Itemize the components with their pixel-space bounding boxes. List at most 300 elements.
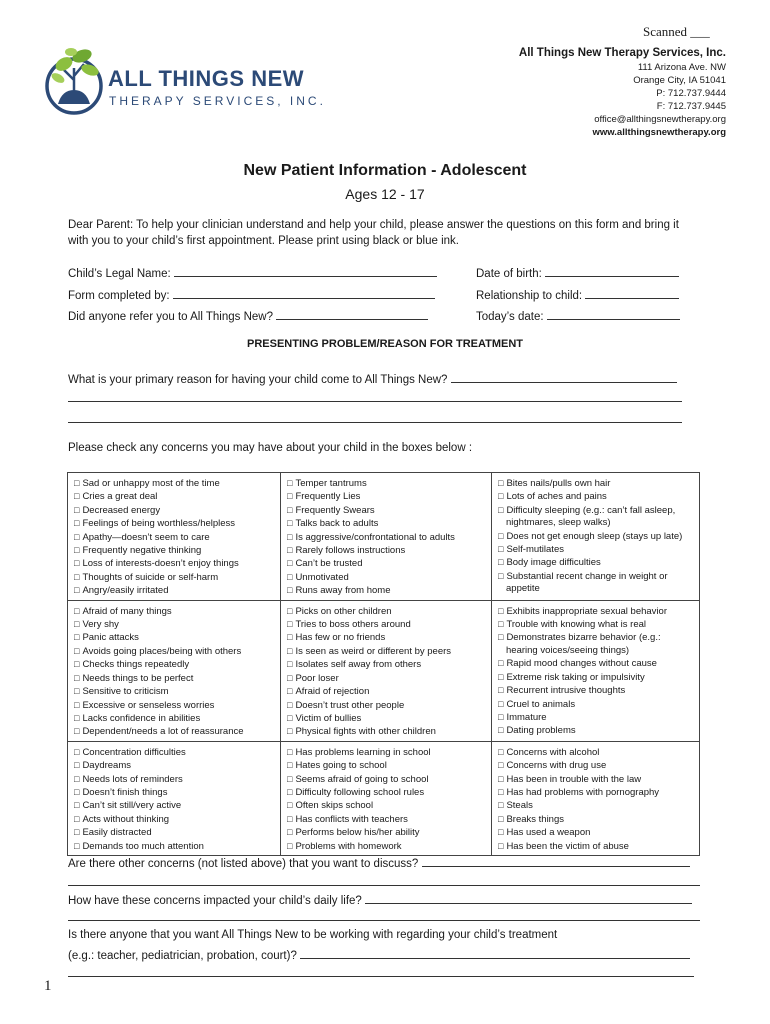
concerns-cell bbox=[68, 473, 281, 601]
completed-by-row bbox=[68, 288, 435, 302]
concern-checkbox-item[interactable] bbox=[498, 490, 693, 503]
concern-label: Has problems learning in school bbox=[295, 746, 431, 758]
checkbox-icon[interactable]: □ bbox=[498, 773, 504, 784]
concern-checkbox-item[interactable] bbox=[498, 773, 693, 786]
concern-checkbox-item[interactable] bbox=[74, 504, 274, 517]
checkbox-icon[interactable]: □ bbox=[287, 491, 293, 502]
checkbox-icon[interactable]: □ bbox=[498, 671, 504, 682]
checkbox-icon[interactable]: □ bbox=[74, 518, 80, 529]
completed-by-field[interactable] bbox=[173, 288, 435, 299]
checkbox-icon[interactable]: □ bbox=[74, 619, 80, 630]
concern-checkbox-item[interactable] bbox=[498, 799, 693, 812]
concern-checkbox-item[interactable] bbox=[74, 826, 274, 839]
checkbox-icon[interactable]: □ bbox=[498, 760, 504, 771]
concern-checkbox-item[interactable] bbox=[287, 631, 485, 644]
concern-label: Often skips school bbox=[295, 800, 374, 812]
concern-label: Has few or no friends bbox=[295, 632, 386, 644]
concern-label: Bites nails/pulls own hair bbox=[506, 478, 611, 489]
checkbox-icon[interactable]: □ bbox=[74, 605, 80, 616]
checkbox-icon[interactable]: □ bbox=[498, 632, 504, 643]
concern-checkbox-item[interactable] bbox=[287, 840, 485, 853]
concern-label: Difficulty sleeping (e.g.: can’t fall asleep, nightmares, sleep walks) bbox=[506, 504, 676, 529]
concern-label: Talks back to adults bbox=[295, 518, 379, 530]
impact-field[interactable] bbox=[365, 893, 692, 904]
concern-label: Loss of interests-doesn’t enjoy things bbox=[82, 558, 239, 570]
concern-label: Lots of aches and pains bbox=[506, 491, 607, 503]
concern-checkbox-item[interactable] bbox=[74, 490, 274, 503]
concerns-cell bbox=[281, 741, 492, 855]
relationship-field[interactable] bbox=[585, 288, 679, 299]
checkbox-icon[interactable]: □ bbox=[498, 746, 504, 757]
concern-label: Has been in trouble with the law bbox=[506, 773, 642, 785]
form-title: New Patient Information - Adolescent bbox=[243, 162, 527, 179]
company-logo bbox=[44, 44, 326, 124]
working-with-label-2 bbox=[68, 948, 690, 962]
concern-checkbox-item[interactable] bbox=[74, 645, 274, 658]
checkbox-icon[interactable]: □ bbox=[287, 813, 293, 824]
concern-checkbox-item[interactable] bbox=[74, 631, 274, 644]
concern-checkbox-item[interactable] bbox=[287, 799, 485, 812]
concern-label: Can’t sit still/very active bbox=[82, 800, 182, 812]
concern-label: Has conflicts with teachers bbox=[295, 813, 408, 825]
concern-checkbox-item[interactable] bbox=[287, 813, 485, 826]
checkbox-icon[interactable]: □ bbox=[498, 491, 504, 502]
concern-label: Lacks confidence in abilities bbox=[82, 712, 201, 724]
concern-label: Problems with homework bbox=[295, 840, 402, 852]
concern-label: Difficulty following school rules bbox=[295, 786, 425, 798]
concern-label: Hates going to school bbox=[295, 760, 387, 772]
concern-label: Extreme risk taking or impulsivity bbox=[506, 671, 645, 683]
concern-checkbox-item[interactable] bbox=[287, 504, 485, 517]
concern-checkbox-item[interactable] bbox=[498, 840, 693, 853]
checkbox-icon[interactable]: □ bbox=[74, 746, 80, 757]
concern-label: Can’t be trusted bbox=[295, 558, 363, 570]
concern-checkbox-item[interactable] bbox=[74, 712, 274, 725]
concerns-row bbox=[68, 473, 700, 601]
concern-checkbox-item[interactable] bbox=[498, 570, 693, 596]
concerns-cell bbox=[492, 600, 700, 741]
checkbox-icon[interactable]: □ bbox=[287, 760, 293, 771]
checkbox-icon[interactable]: □ bbox=[287, 773, 293, 784]
checkbox-icon[interactable]: □ bbox=[74, 585, 80, 596]
contact-block bbox=[519, 45, 726, 139]
checkbox-icon[interactable]: □ bbox=[287, 531, 293, 542]
concern-label: Tries to boss others around bbox=[295, 619, 411, 631]
concern-checkbox-item[interactable] bbox=[74, 618, 274, 631]
email-link[interactable]: office@allthingsnewtherapy.org bbox=[594, 114, 726, 125]
checkbox-icon[interactable]: □ bbox=[287, 726, 293, 737]
phone-number: P: 712.737.9444 bbox=[656, 88, 726, 99]
checkbox-icon[interactable]: □ bbox=[74, 571, 80, 582]
concern-checkbox-item[interactable] bbox=[74, 557, 274, 570]
concerns-cell bbox=[281, 600, 492, 741]
concern-checkbox-item[interactable] bbox=[498, 530, 693, 543]
concern-checkbox-item[interactable] bbox=[74, 571, 274, 584]
concern-label: Checks things repeatedly bbox=[82, 659, 190, 671]
checkbox-icon[interactable]: □ bbox=[74, 699, 80, 710]
checkbox-icon[interactable]: □ bbox=[74, 531, 80, 542]
checkbox-icon[interactable]: □ bbox=[287, 645, 293, 656]
concern-checkbox-item[interactable] bbox=[287, 746, 485, 759]
concern-label: Acts without thinking bbox=[82, 813, 170, 825]
checkbox-icon[interactable]: □ bbox=[287, 746, 293, 757]
concern-checkbox-item[interactable] bbox=[287, 557, 485, 570]
concern-checkbox-item[interactable] bbox=[498, 813, 693, 826]
concern-label: Avoids going places/being with others bbox=[82, 645, 242, 657]
concern-label: Immature bbox=[506, 711, 547, 723]
checkbox-icon[interactable]: □ bbox=[287, 605, 293, 616]
concern-checkbox-item[interactable] bbox=[287, 584, 485, 597]
concerns-cell bbox=[492, 741, 700, 855]
concern-label: Runs away from home bbox=[295, 585, 391, 597]
checkbox-icon[interactable]: □ bbox=[74, 686, 80, 697]
concerns-cell bbox=[68, 600, 281, 741]
concern-label: Trouble with knowing what is real bbox=[506, 619, 647, 631]
concern-checkbox-item[interactable] bbox=[74, 813, 274, 826]
working-with-label-1: Is there anyone that you want All Things New to be working with regarding your child’s treatment bbox=[68, 929, 558, 941]
checkbox-icon[interactable]: □ bbox=[287, 478, 293, 488]
concern-label: Panic attacks bbox=[82, 632, 139, 644]
concern-checkbox-item[interactable] bbox=[498, 759, 693, 772]
concern-checkbox-item[interactable] bbox=[74, 477, 274, 490]
concern-label: Dependent/needs a lot of reassurance bbox=[82, 726, 244, 738]
concern-checkbox-item[interactable] bbox=[287, 699, 485, 712]
concerns-cell bbox=[68, 741, 281, 855]
concern-checkbox-item[interactable] bbox=[287, 773, 485, 786]
concern-label: Afraid of many things bbox=[82, 605, 172, 617]
concern-checkbox-item[interactable] bbox=[74, 840, 274, 853]
concern-checkbox-item[interactable] bbox=[74, 658, 274, 671]
concern-label: Rapid mood changes without cause bbox=[506, 658, 657, 670]
concern-checkbox-item[interactable] bbox=[498, 786, 693, 799]
concern-label: Self-mutilates bbox=[506, 544, 564, 556]
concern-label: Concerns with alcohol bbox=[506, 746, 600, 758]
concern-checkbox-item[interactable] bbox=[498, 671, 693, 684]
checkbox-icon[interactable]: □ bbox=[74, 813, 80, 824]
concern-label: Frequently negative thinking bbox=[82, 545, 202, 557]
concern-checkbox-item[interactable] bbox=[74, 773, 274, 786]
concern-checkbox-item[interactable] bbox=[74, 544, 274, 557]
concern-checkbox-item[interactable] bbox=[287, 490, 485, 503]
concern-checkbox-item[interactable] bbox=[287, 477, 485, 490]
concern-checkbox-item[interactable] bbox=[287, 786, 485, 799]
checkbox-icon[interactable]: □ bbox=[498, 786, 504, 797]
concern-label: Dating problems bbox=[506, 725, 576, 737]
concern-checkbox-item[interactable] bbox=[498, 826, 693, 839]
city-address: Orange City, IA 51041 bbox=[633, 75, 726, 86]
concern-label: Is seen as weird or different by peers bbox=[295, 645, 452, 657]
checkbox-icon[interactable]: □ bbox=[498, 619, 504, 630]
other-concerns-field[interactable] bbox=[422, 856, 690, 867]
checkbox-icon[interactable]: □ bbox=[498, 840, 504, 851]
concern-checkbox-item[interactable] bbox=[74, 685, 274, 698]
checkbox-icon[interactable]: □ bbox=[287, 672, 293, 683]
completed-by-label: Form completed by: bbox=[68, 290, 170, 302]
dob-label: Date of birth: bbox=[476, 268, 542, 280]
concern-label: Apathy—doesn’t seem to care bbox=[82, 531, 210, 543]
answer-line[interactable] bbox=[68, 920, 700, 921]
scanned-stamp: Scanned ___ bbox=[643, 24, 710, 39]
concern-label: Excessive or senseless worries bbox=[82, 699, 215, 711]
answer-line[interactable] bbox=[68, 422, 682, 423]
checkbox-icon[interactable]: □ bbox=[287, 800, 293, 811]
checkbox-icon[interactable]: □ bbox=[498, 530, 504, 541]
checkbox-icon[interactable]: □ bbox=[287, 840, 293, 851]
concern-checkbox-item[interactable] bbox=[74, 746, 274, 759]
checkbox-icon[interactable]: □ bbox=[74, 840, 80, 851]
concern-label: Exhibits inappropriate sexual behavior bbox=[506, 605, 667, 617]
page-number: 1 bbox=[44, 978, 52, 994]
concern-label: Feelings of being worthless/helpless bbox=[82, 518, 236, 530]
primary-reason-label bbox=[68, 372, 677, 386]
website-link[interactable]: www.allthingsnewtherapy.org bbox=[592, 127, 726, 138]
checkbox-icon[interactable]: □ bbox=[287, 619, 293, 630]
concern-checkbox-item[interactable] bbox=[74, 517, 274, 530]
concern-checkbox-item[interactable] bbox=[74, 584, 274, 597]
concern-label: Physical fights with other children bbox=[295, 726, 436, 738]
referral-label: Did anyone refer you to All Things New? bbox=[68, 311, 273, 323]
other-concerns-text: Are there other concerns (not listed above) that you want to discuss? bbox=[68, 858, 419, 870]
concern-label: Does not get enough sleep (stays up late) bbox=[506, 530, 683, 542]
checkbox-icon[interactable]: □ bbox=[287, 827, 293, 838]
concern-checkbox-item[interactable] bbox=[498, 605, 693, 618]
relationship-row bbox=[476, 288, 679, 302]
checkbox-icon[interactable]: □ bbox=[287, 518, 293, 529]
impact-label bbox=[68, 893, 692, 907]
checkbox-icon[interactable]: □ bbox=[74, 672, 80, 683]
referral-row bbox=[68, 309, 428, 323]
concern-label: Body image difficulties bbox=[506, 557, 601, 569]
impact-text: How have these concerns impacted your child’s daily life? bbox=[68, 895, 362, 907]
concern-label: Poor loser bbox=[295, 672, 339, 684]
checkbox-icon[interactable]: □ bbox=[498, 658, 504, 669]
checkbox-icon[interactable]: □ bbox=[498, 478, 504, 488]
checkbox-icon[interactable]: □ bbox=[287, 558, 293, 569]
concern-label: Rarely follows instructions bbox=[295, 545, 406, 557]
checkbox-icon[interactable]: □ bbox=[498, 685, 504, 696]
concern-label: Needs things to be perfect bbox=[82, 672, 194, 684]
primary-reason-text: What is your primary reason for having your child come to All Things New? bbox=[68, 374, 448, 386]
checkbox-icon[interactable]: □ bbox=[74, 827, 80, 838]
concern-label: Recurrent intrusive thoughts bbox=[506, 685, 626, 697]
checkbox-icon[interactable]: □ bbox=[498, 725, 504, 736]
checkbox-icon[interactable]: □ bbox=[498, 544, 504, 555]
concern-checkbox-item[interactable] bbox=[74, 759, 274, 772]
concern-label: Frequently Swears bbox=[295, 504, 375, 516]
concern-checkbox-item[interactable] bbox=[74, 725, 274, 738]
concern-label: Thoughts of suicide or self-harm bbox=[82, 571, 219, 583]
concern-checkbox-item[interactable] bbox=[498, 724, 693, 737]
primary-reason-field[interactable] bbox=[451, 372, 677, 383]
legal-name-field[interactable] bbox=[174, 266, 437, 277]
concern-checkbox-item[interactable] bbox=[498, 504, 693, 530]
logo-name: ALL THINGS NEW bbox=[108, 66, 305, 91]
concern-checkbox-item[interactable] bbox=[287, 645, 485, 658]
concern-checkbox-item[interactable] bbox=[287, 672, 485, 685]
concern-checkbox-item[interactable] bbox=[287, 517, 485, 530]
concern-checkbox-item[interactable] bbox=[74, 605, 274, 618]
todays-date-row bbox=[476, 309, 680, 323]
answer-line[interactable] bbox=[68, 401, 682, 402]
concern-label: Concerns with drug use bbox=[506, 760, 607, 772]
concerns-table bbox=[67, 472, 700, 856]
checkbox-icon[interactable]: □ bbox=[74, 645, 80, 656]
checkbox-icon[interactable]: □ bbox=[74, 478, 80, 488]
checkbox-icon[interactable]: □ bbox=[74, 504, 80, 515]
concern-label: Concentration difficulties bbox=[82, 746, 186, 758]
concern-checkbox-item[interactable] bbox=[498, 711, 693, 724]
checkbox-icon[interactable]: □ bbox=[498, 813, 504, 824]
concern-checkbox-item[interactable] bbox=[74, 786, 274, 799]
checkbox-icon[interactable]: □ bbox=[498, 504, 504, 515]
concern-label: Substantial recent change in weight or appetite bbox=[506, 570, 668, 595]
concern-checkbox-item[interactable] bbox=[498, 631, 693, 657]
concern-label: Sensitive to criticism bbox=[82, 686, 169, 698]
dob-field[interactable] bbox=[545, 266, 679, 277]
concern-label: Seems afraid of going to school bbox=[295, 773, 429, 785]
concerns-row bbox=[68, 600, 700, 741]
concern-label: Cries a great deal bbox=[82, 491, 158, 503]
concern-label: Steals bbox=[506, 800, 533, 812]
checkbox-icon[interactable]: □ bbox=[498, 698, 504, 709]
logo-subtitle: THERAPY SERVICES, INC. bbox=[109, 94, 326, 108]
concern-label: Angry/easily irritated bbox=[82, 585, 169, 597]
concern-label: Performs below his/her ability bbox=[295, 827, 420, 839]
referral-field[interactable] bbox=[276, 309, 428, 320]
checkbox-icon[interactable]: □ bbox=[74, 558, 80, 569]
concern-checkbox-item[interactable] bbox=[287, 759, 485, 772]
concern-checkbox-item[interactable] bbox=[498, 618, 693, 631]
checkbox-icon[interactable]: □ bbox=[287, 686, 293, 697]
form-subtitle: Ages 12 - 17 bbox=[345, 186, 425, 202]
checkbox-icon[interactable]: □ bbox=[498, 711, 504, 722]
checkbox-icon[interactable]: □ bbox=[287, 632, 293, 643]
legal-name-row bbox=[68, 266, 437, 280]
checkbox-icon[interactable]: □ bbox=[287, 786, 293, 797]
tree-logo-icon bbox=[44, 44, 106, 118]
todays-date-field[interactable] bbox=[547, 309, 680, 320]
checkbox-icon[interactable]: □ bbox=[287, 571, 293, 582]
concern-label: Doesn’t finish things bbox=[82, 786, 168, 798]
street-address: 111 Arizona Ave. NW bbox=[637, 62, 726, 73]
concern-checkbox-item[interactable] bbox=[287, 725, 485, 738]
concerns-row bbox=[68, 741, 700, 855]
answer-line[interactable] bbox=[68, 976, 694, 977]
checkbox-icon[interactable]: □ bbox=[74, 632, 80, 643]
fax-number: F: 712.737.9445 bbox=[656, 101, 726, 112]
legal-name-label: Child’s Legal Name: bbox=[68, 268, 171, 280]
concern-label: Easily distracted bbox=[82, 827, 152, 839]
checkbox-icon[interactable]: □ bbox=[74, 726, 80, 737]
checkbox-icon[interactable]: □ bbox=[498, 557, 504, 568]
concern-checkbox-item[interactable] bbox=[498, 746, 693, 759]
concern-checkbox-item[interactable] bbox=[74, 672, 274, 685]
working-with-field[interactable] bbox=[300, 948, 690, 959]
intro-text: Dear Parent: To help your clinician understand and help your child, please answer the questions on this form and bring it with you to your child’s first appointment. Please print using black or blue ink. bbox=[68, 219, 679, 247]
checkbox-icon[interactable]: □ bbox=[287, 712, 293, 723]
checkbox-icon[interactable]: □ bbox=[498, 800, 504, 811]
concern-checkbox-item[interactable] bbox=[74, 799, 274, 812]
concern-label: Temper tantrums bbox=[295, 478, 367, 489]
concern-checkbox-item[interactable] bbox=[287, 618, 485, 631]
checkbox-icon[interactable]: □ bbox=[287, 699, 293, 710]
concerns-cell bbox=[281, 473, 492, 601]
checkbox-icon[interactable]: □ bbox=[498, 570, 504, 581]
concern-label: Sad or unhappy most of the time bbox=[82, 478, 220, 489]
org-name: All Things New Therapy Services, Inc. bbox=[518, 47, 726, 59]
working-with-text: (e.g.: teacher, pediatrician, probation, court)? bbox=[68, 950, 297, 962]
checkbox-icon[interactable]: □ bbox=[498, 827, 504, 838]
concern-label: Has had problems with pornography bbox=[506, 786, 660, 798]
checkbox-icon[interactable]: □ bbox=[74, 545, 80, 556]
concern-checkbox-item[interactable] bbox=[498, 477, 693, 490]
concern-label: Daydreams bbox=[82, 760, 132, 772]
concern-checkbox-item[interactable] bbox=[287, 571, 485, 584]
checkbox-icon[interactable]: □ bbox=[287, 659, 293, 670]
checkbox-icon[interactable]: □ bbox=[287, 545, 293, 556]
concern-label: Isolates self away from others bbox=[295, 659, 422, 671]
concern-label: Picks on other children bbox=[295, 605, 392, 617]
checkbox-icon[interactable]: □ bbox=[74, 786, 80, 797]
concern-label: Afraid of rejection bbox=[295, 686, 370, 698]
dob-row bbox=[476, 266, 679, 280]
concern-checkbox-item[interactable] bbox=[287, 658, 485, 671]
concern-label: Has used a weapon bbox=[506, 827, 591, 839]
concern-checkbox-item[interactable] bbox=[287, 605, 485, 618]
checkbox-icon[interactable]: □ bbox=[287, 585, 293, 596]
concern-checkbox-item[interactable] bbox=[498, 684, 693, 697]
concern-label: Demands too much attention bbox=[82, 840, 204, 852]
concern-label: Victim of bullies bbox=[295, 712, 362, 724]
concern-label: Has been the victim of abuse bbox=[506, 840, 629, 852]
concern-checkbox-item[interactable] bbox=[498, 657, 693, 670]
concern-checkbox-item[interactable] bbox=[74, 531, 274, 544]
concern-checkbox-item[interactable] bbox=[287, 826, 485, 839]
checkbox-icon[interactable]: □ bbox=[287, 504, 293, 515]
checkbox-icon[interactable]: □ bbox=[74, 800, 80, 811]
concern-checkbox-item[interactable] bbox=[287, 712, 485, 725]
checkbox-icon[interactable]: □ bbox=[74, 659, 80, 670]
concern-label: Cruel to animals bbox=[506, 698, 576, 710]
checkbox-icon[interactable]: □ bbox=[74, 491, 80, 502]
concern-checkbox-item[interactable] bbox=[74, 699, 274, 712]
concern-checkbox-item[interactable] bbox=[287, 544, 485, 557]
checkbox-icon[interactable]: □ bbox=[74, 760, 80, 771]
relationship-label: Relationship to child: bbox=[476, 290, 583, 302]
concern-checkbox-item[interactable] bbox=[498, 543, 693, 556]
check-prompt: Please check any concerns you may have about your child in the boxes below : bbox=[68, 442, 473, 454]
concern-label: Breaks things bbox=[506, 813, 564, 825]
concerns-cell bbox=[492, 473, 700, 601]
checkbox-icon[interactable]: □ bbox=[498, 605, 504, 616]
checkbox-icon[interactable]: □ bbox=[74, 712, 80, 723]
concern-checkbox-item[interactable] bbox=[498, 698, 693, 711]
concern-checkbox-item[interactable] bbox=[287, 531, 485, 544]
concern-label: Decreased energy bbox=[82, 504, 161, 516]
concern-label: Demonstrates bizarre behavior (e.g.: hearing voices/seeing things) bbox=[506, 632, 661, 656]
section-title: PRESENTING PROBLEM/REASON FOR TREATMENT bbox=[246, 338, 524, 350]
concern-label: Frequently Lies bbox=[295, 491, 361, 503]
concern-label: Very shy bbox=[82, 619, 119, 631]
concern-checkbox-item[interactable] bbox=[287, 685, 485, 698]
concern-checkbox-item[interactable] bbox=[498, 556, 693, 569]
todays-date-label: Today’s date: bbox=[476, 311, 544, 323]
other-concerns-label bbox=[68, 856, 690, 870]
concern-label: Needs lots of reminders bbox=[82, 773, 183, 785]
answer-line[interactable] bbox=[68, 885, 700, 886]
checkbox-icon[interactable]: □ bbox=[74, 773, 80, 784]
concern-label: Is aggressive/confrontational to adults bbox=[295, 531, 455, 543]
